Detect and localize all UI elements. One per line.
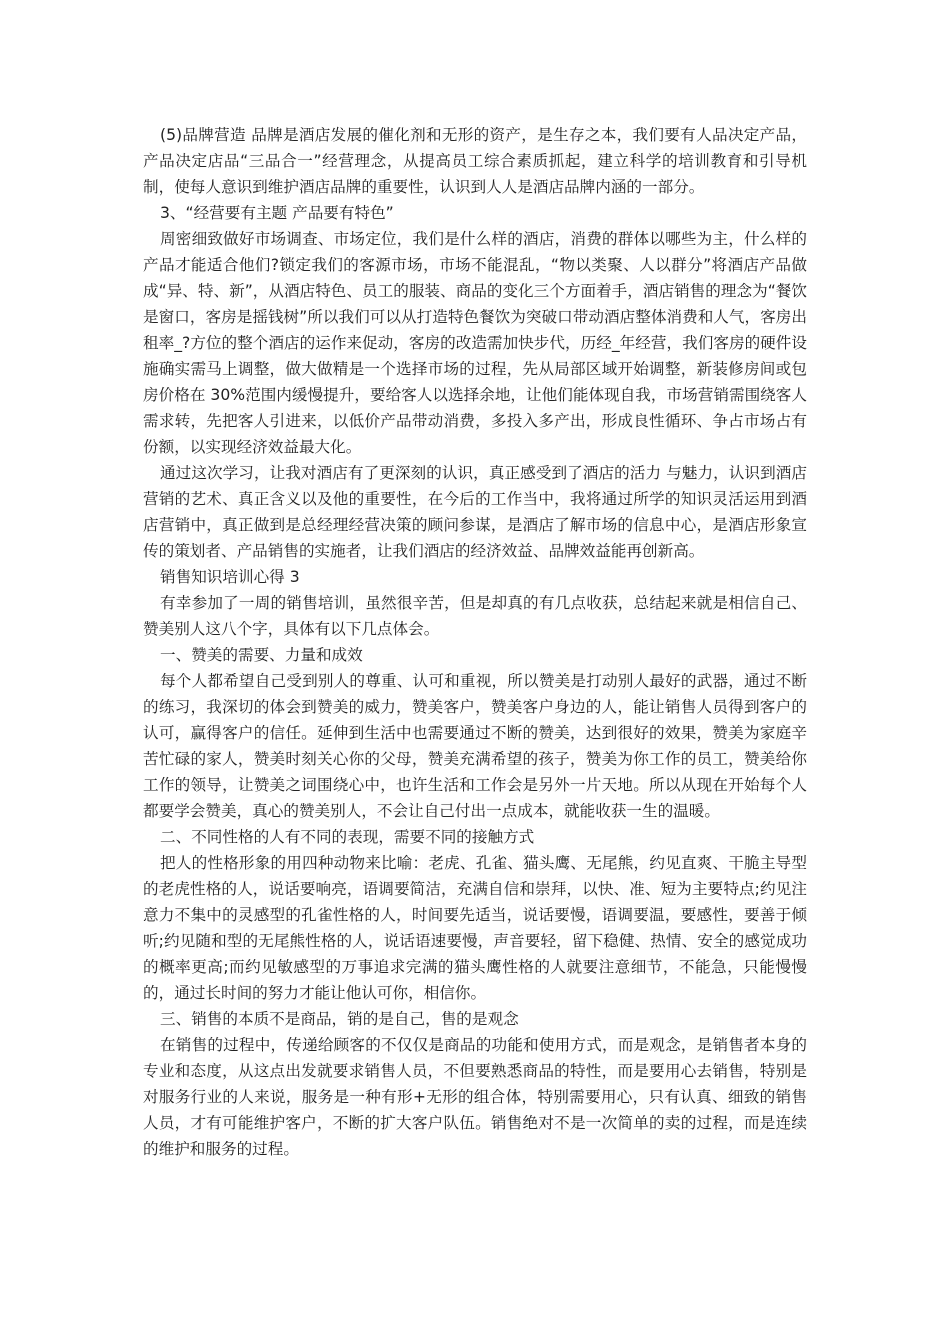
paragraph-personality-types: 把人的性格形象的用四种动物来比喻：老虎、孔雀、猫头鹰、无尾熊，约见直爽、干脆主导型的老虎性格的人，说话要响亮，语调要简洁，充满自信和崇拜，以快、准、短为主要特点;约见注意力不集中的灵感型的孔雀性格的人，时间要先适当，说话要慢，语调要温，要感性，要善于倾听;约见随和型的无尾熊性格的人，说话语速要慢，声音要轻，留下稳健、热情、安全的感觉成功的概率更高;而约见敏感型的万事追求完满的猫头鹰性格的人就要注意细节，不能急，只能慢慢的，通过长时间的努力才能让他认可你，相信你。 (143, 854, 807, 1002)
paragraph-market-positioning: 周密细致做好市场调查、市场定位，我们是什么样的酒店，消费的群体以哪些为主，什么样的产品才能适合他们?锁定我们的客源市场，市场不能混乱，“物以类聚、人以群分”将酒店产品做成“异、特、新”，从酒店特色、员工的服装、商品的变化三个方面着手，酒店销售的理念为“餐饮是窗口，客房是摇钱树”所以我们可以从打造特色餐饮为突破口带动酒店整体消费和人气，客房出租率_?方位的整个酒店的运作来促动，客房的改造需加快步代，历经_年经营，我们客房的硬件设施确实需马上调整，做大做精是一个选择市场的过程，先从局部区域开始调整，新装修房间或包房价格在 30%范围内缓慢提升，要给客人以选择余地，让他们能体现自我，市场营销需围绕客人需求转，先把客人引进来，以低价产品带动消费，多投入多产出，形成良性循环、争占市场占有份额，以实现经济效益最大化。 (143, 230, 807, 456)
section-title-sales-training-3: 销售知识培训心得 3 (160, 568, 300, 586)
heading-theme-and-features: 3、“经营要有主题 产品要有特色” (160, 204, 394, 222)
heading-personality-types: 二、不同性格的人有不同的表现，需要不同的接触方式 (160, 828, 535, 846)
paragraph-study-summary: 通过这次学习，让我对酒店有了更深刻的认识，真正感受到了酒店的活力 与魅力，认识到酒店营销的艺术、真正含义以及他的重要性，在今后的工作当中，我将通过所学的知识灵活运用到酒店营销中，真正做到是总经理经营决策的顾问参谋，是酒店了解市场的信息中心，是酒店形象宣传的策划者、产品销售的实施者，让我们酒店的经济效益、品牌效益能再创新高。 (143, 464, 807, 560)
heading-sales-essence: 三、销售的本质不是商品，销的是自己，售的是观念 (160, 1010, 519, 1028)
document-body (143, 122, 807, 1162)
paragraph-praise: 每个人都希望自己受到别人的尊重、认可和重视，所以赞美是打动别人最好的武器，通过不断的练习，我深切的体会到赞美的威力，赞美客户，赞美客户身边的人，能让销售人员得到客户的认可，赢得客户的信任。延伸到生活中也需要通过不断的赞美，达到很好的效果，赞美为家庭辛苦忙碌的家人，赞美时刻关心你的父母，赞美充满希望的孩子，赞美为你工作的员工，赞美给你工作的领导，让赞美之词围绕心中，也许生活和工作会是另外一片天地。所以从现在开始每个人都要学会赞美，真心的赞美别人，不会让自己付出一点成本，就能收获一生的温暖。 (143, 672, 807, 820)
heading-praise: 一、赞美的需要、力量和成效 (160, 646, 363, 664)
paragraph-training-intro: 有幸参加了一周的销售培训，虽然很辛苦，但是却真的有几点收获，总结起来就是相信自己、赞美别人这八个字，具体有以下几点体会。 (143, 594, 807, 638)
paragraph-sales-essence: 在销售的过程中，传递给顾客的不仅仅是商品的功能和使用方式，而是观念，是销售者本身的专业和态度，从这点出发就要求销售人员，不但要熟悉商品的特性，而是要用心去销售，特别是对服务行业的人来说，服务是一种有形+无形的组合体，特别需要用心，只有认真、细致的销售人员，才有可能维护客户，不断的扩大客户队伍。销售绝对不是一次简单的卖的过程，而是连续的维护和服务的过程。 (143, 1036, 807, 1158)
paragraph-brand-building: (5)品牌营造 品牌是酒店发展的催化剂和无形的资产，是生存之本，我们要有人品决定产品，产品决定店品“三品合一”经营理念，从提高员工综合素质抓起，建立科学的培训教育和引导机制，使每人意识到维护酒店品牌的重要性，认识到人人是酒店品牌内涵的一部分。 (143, 126, 807, 196)
